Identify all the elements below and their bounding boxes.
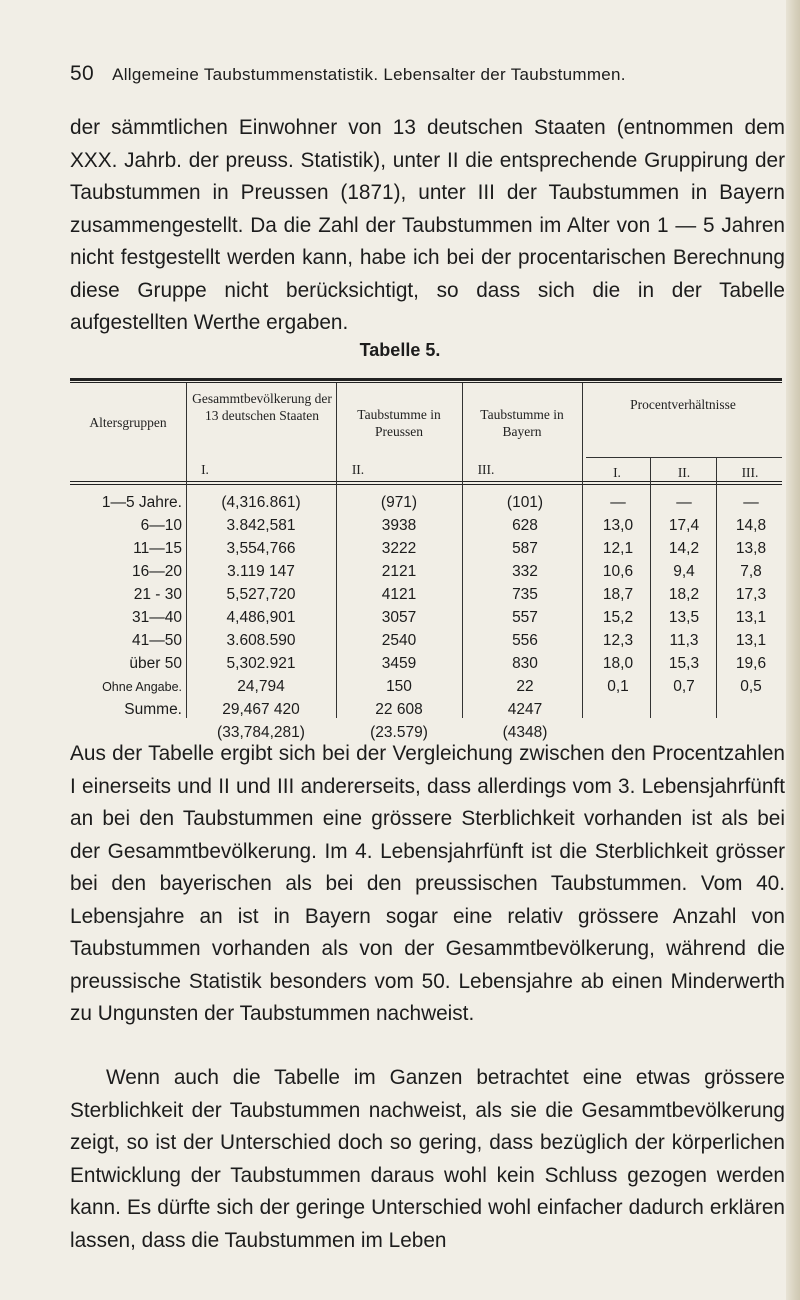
cell-pct-1: 12,1 xyxy=(602,540,634,557)
page-number: 50 xyxy=(70,62,94,85)
cell-preussen: 4121 xyxy=(381,586,417,603)
cell-gesammt: 3.608.590 xyxy=(226,632,296,649)
cell-pct-2: 0,7 xyxy=(673,678,695,695)
paragraph-1: der sämmtlichen Einwohner von 13 deutschen Staaten (entnommen dem XXX. Jahrb. der preuss. Statistik), unter II die entsprechende Gruppirung der Taubstummen in Preussen (1871), unter III der Taubstummen in Bayern zusammengestellt. Da die Zahl der Taubstummen im Alter von 1 — 5 Jahren nicht festgestellt werden kann, habe ich bei der procentarischen Berechnung diese Gruppe nicht berücksichtigt, so dass sich die in der Tabelle aufgestellten Werthe ergaben. xyxy=(70,116,785,334)
cell-altersgruppe: 16—20 xyxy=(132,563,182,580)
cell-pct-2: 14,2 xyxy=(668,540,700,557)
header-pct-2: II. xyxy=(677,465,691,480)
cell-preussen: (23.579) xyxy=(370,724,428,741)
cell-preussen: 3459 xyxy=(381,655,417,672)
header-procentverhaeltnisse: Procentverhältnisse xyxy=(630,397,736,412)
cell-pct-1: 18,0 xyxy=(602,655,634,672)
cell-pct-1: 13,0 xyxy=(602,517,634,534)
cell-altersgruppe: Summe. xyxy=(124,701,182,718)
cell-preussen: 22 608 xyxy=(375,701,423,718)
header-gesammtbevoelkerung: Gesammtbevölkerung der 13 deutschen Staaten xyxy=(192,391,332,423)
cell-pct-3: 14,8 xyxy=(735,517,767,534)
header-taubstumme-bayern: Taubstumme in Bayern xyxy=(480,407,564,439)
cell-pct-3: 0,5 xyxy=(740,678,762,695)
header-pct-1: I. xyxy=(613,465,621,480)
cell-pct-1: 15,2 xyxy=(602,609,634,626)
cell-preussen: 3057 xyxy=(381,609,417,626)
header-col2-num: II. xyxy=(351,462,365,477)
cell-pct-3: — xyxy=(743,494,759,511)
cell-pct-1: 12,3 xyxy=(602,632,634,649)
header-altersgruppen: Altersgruppen xyxy=(89,415,167,430)
running-title: Allgemeine Taubstummenstatistik. Lebensalter der Taubstummen. xyxy=(112,65,626,84)
running-head xyxy=(70,62,770,86)
cell-altersgruppe: 6—10 xyxy=(140,517,182,534)
cell-altersgruppe: 21 - 30 xyxy=(133,586,182,603)
cell-pct-3: 17,3 xyxy=(735,586,767,603)
pct-sub-rule xyxy=(586,457,782,458)
cell-pct-2: 17,4 xyxy=(668,517,700,534)
cell-gesammt: 3,554,766 xyxy=(226,540,296,557)
cell-pct-2: 13,5 xyxy=(668,609,700,626)
paragraph-3: Wenn auch die Tabelle im Ganzen betrachtet eine etwas grössere Sterblichkeit der Taubstummen nachweist, als sie die Gesammtbevölkerung zeigt, so ist der Unterschied doch so gering, dass bezüglich der körperlichen Entwicklung der Taubstummen daraus wohl kein Schluss gezogen werden kann. Es dürfte sich der geringe Unterschied wohl einfacher dadurch erklären lassen, dass die Taubstummen im Leben xyxy=(70,1066,785,1252)
cell-bayern: (101) xyxy=(506,494,544,511)
cell-pct-1: — xyxy=(610,494,626,511)
cell-bayern: 556 xyxy=(512,632,538,649)
cell-pct-2: 18,2 xyxy=(668,586,700,603)
header-pct-3: III. xyxy=(741,465,759,480)
cell-pct-1: 18,7 xyxy=(602,586,634,603)
cell-gesammt: (33,784,281) xyxy=(217,724,305,741)
cell-pct-3: 7,8 xyxy=(740,563,762,580)
header-rule xyxy=(70,481,782,482)
cell-bayern: (4348) xyxy=(502,724,548,741)
cell-pct-3: 13,8 xyxy=(735,540,767,557)
cell-bayern: 735 xyxy=(512,586,538,603)
cell-preussen: 2121 xyxy=(381,563,417,580)
page-edge xyxy=(786,0,800,1300)
paragraph-2: Aus der Tabelle ergibt sich bei der Vergleichung zwischen den Procentzahlen I einerseits und II und III andererseits, dass allerdings vom 3. Lebensjahrfünft an bei den Taubstummen eine grössere Sterblichkeit vorhanden ist als bei der Gesammtbevölkerung. Im 4. Lebensjahrfünft ist die Sterblichkeit grösser bei den bayerischen als bei den preussischen Taubstummen. Vom 40. Lebensjahre an ist in Bayern sogar eine relativ grössere Anzahl von Taubstummen vorhanden als von der Gesammtbevölkerung, während die preussische Statistik besonders vom 50. Lebensjahre ab einen Minderwerth zu Ungunsten der Taubstummen nachweist. xyxy=(70,742,785,1025)
cell-gesammt: 5,302.921 xyxy=(226,655,296,672)
cell-bayern: 830 xyxy=(512,655,538,672)
header-col3-num: III. xyxy=(477,462,495,477)
cell-pct-2: 11,3 xyxy=(669,632,699,649)
cell-bayern: 4247 xyxy=(507,701,543,718)
cell-pct-1: 10,6 xyxy=(602,563,634,580)
cell-bayern: 628 xyxy=(512,517,538,534)
cell-preussen: (971) xyxy=(380,494,418,511)
cell-bayern: 332 xyxy=(512,563,538,580)
data-table xyxy=(70,378,782,741)
cell-preussen: 3938 xyxy=(381,517,417,534)
cell-bayern: 557 xyxy=(512,609,538,626)
header-col1-num: I. xyxy=(201,462,209,477)
cell-bayern: 587 xyxy=(512,540,538,557)
cell-altersgruppe: 11—15 xyxy=(133,540,182,557)
cell-altersgruppe: Ohne Angabe. xyxy=(102,680,182,694)
cell-altersgruppe: 31—40 xyxy=(132,609,182,626)
cell-bayern: 22 xyxy=(516,678,534,695)
cell-preussen: 3222 xyxy=(381,540,417,557)
cell-altersgruppe: 1—5 Jahre. xyxy=(101,494,182,511)
cell-gesammt: 3.842,581 xyxy=(226,517,296,534)
table-title: Tabelle 5. xyxy=(359,340,441,360)
cell-pct-1: 0,1 xyxy=(607,678,629,695)
cell-preussen: 2540 xyxy=(381,632,417,649)
cell-pct-3: 19,6 xyxy=(735,655,767,672)
cell-gesammt: 4,486,901 xyxy=(226,609,296,626)
cell-gesammt: (4,316.861) xyxy=(221,494,301,511)
cell-pct-2: 9,4 xyxy=(673,563,695,580)
table-top-rule xyxy=(70,378,782,381)
cell-altersgruppe: 41—50 xyxy=(132,632,182,649)
table-top-rule-thin xyxy=(70,382,782,383)
cell-gesammt: 24,794 xyxy=(237,678,285,695)
cell-gesammt: 3.119 147 xyxy=(227,563,295,580)
cell-preussen: 150 xyxy=(386,678,412,695)
cell-pct-2: 15,3 xyxy=(668,655,700,672)
cell-altersgruppe: über 50 xyxy=(129,655,182,672)
cell-gesammt: 5,527,720 xyxy=(226,586,296,603)
cell-pct-3: 13,1 xyxy=(735,609,767,626)
cell-pct-2: — xyxy=(676,494,692,511)
cell-pct-3: 13,1 xyxy=(735,632,767,649)
cell-gesammt: 29,467 420 xyxy=(222,701,300,718)
header-rule-2 xyxy=(70,484,782,485)
header-taubstumme-preussen: Taubstumme in Preussen xyxy=(357,407,441,439)
